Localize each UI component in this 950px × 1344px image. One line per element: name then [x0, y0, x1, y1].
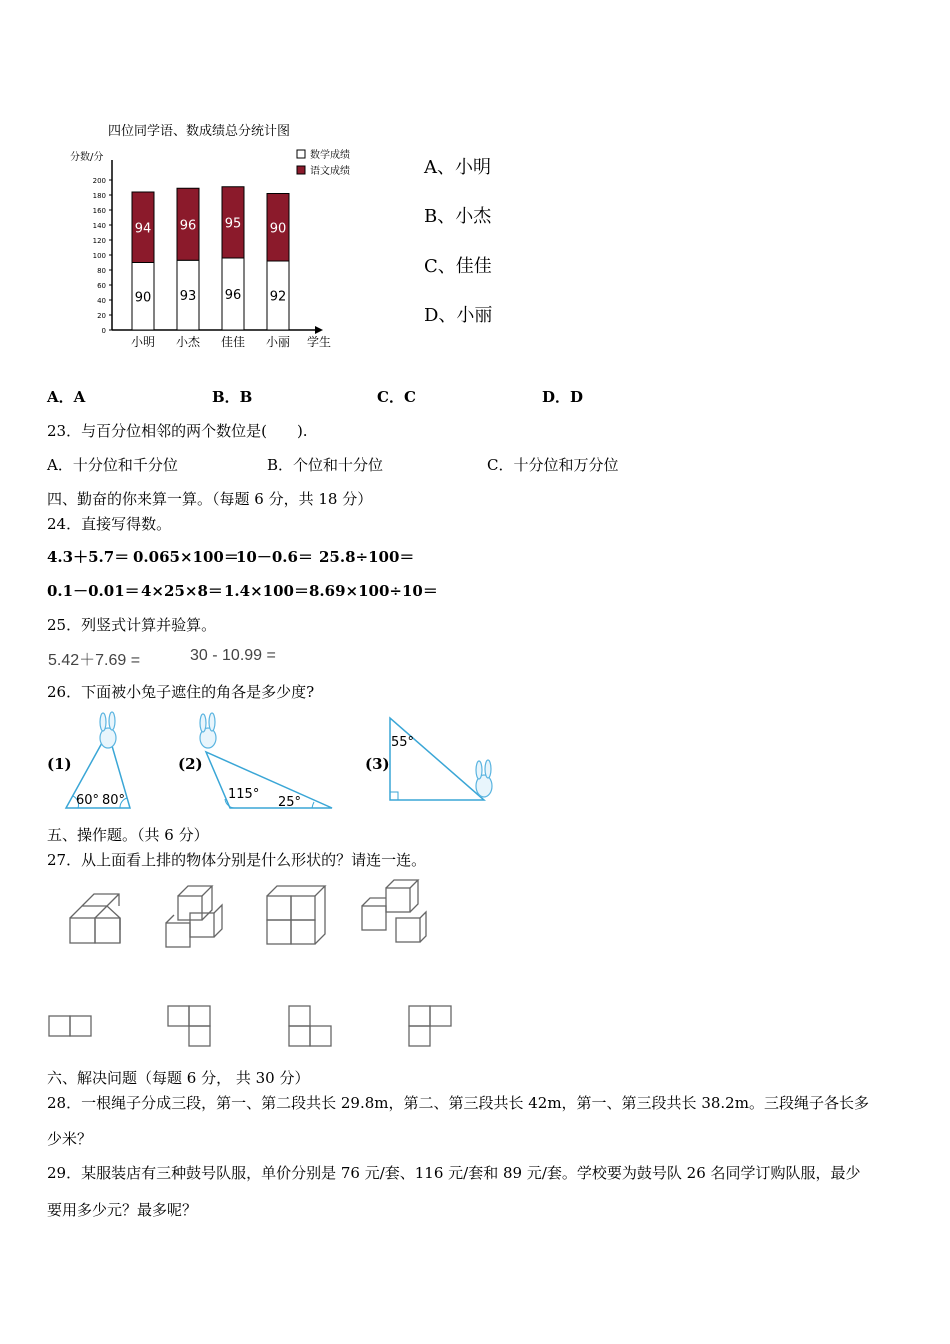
- q24-r1-2: 0.065×100＝: [133, 548, 239, 566]
- q22-choice-d: D．D: [542, 388, 584, 406]
- x-axis-label: 学生: [307, 335, 332, 349]
- q24-r1-1: 4.3＋5.7＝: [47, 548, 130, 566]
- cube-figure-2: [166, 886, 222, 947]
- chart-option-d: D、小丽: [424, 305, 493, 326]
- top-view-2: [168, 1006, 210, 1046]
- q29-line-2: 要用多少元？最多呢？: [47, 1201, 198, 1219]
- q25-stem: 25．列竖式计算并验算。: [47, 616, 217, 634]
- q28-line-1: 28．一根绳子分成三段，第一、第二段共长 29.8m，第二、第三段共长 42m，第一、第三段共长 38.2m。三段绳子各长多: [47, 1094, 869, 1112]
- cube-figure-4: [362, 880, 426, 942]
- y-tick-label: 160: [92, 207, 106, 215]
- q24-r2-2: 4×25×8＝: [141, 582, 223, 600]
- y-tick-label: 140: [92, 222, 106, 230]
- q23-choice-a: A．十分位和千分位: [47, 456, 178, 474]
- y-tick-label: 200: [92, 177, 106, 185]
- x-tick-label: 佳佳: [220, 335, 246, 349]
- q23-choice-b: B．个位和十分位: [267, 456, 384, 474]
- section-6-heading: 六、解决问题（每题 6 分， 共 30 分）: [47, 1069, 310, 1087]
- y-tick-label: 100: [92, 252, 106, 260]
- q24-r1-3: 10－0.6＝: [236, 548, 313, 566]
- score-chart: [60, 140, 360, 370]
- q26-label-3: (3): [365, 755, 390, 773]
- angle-80: 80°: [102, 793, 126, 808]
- q22-choice-b: B．B: [212, 388, 253, 406]
- y-tick-label: 180: [92, 192, 106, 200]
- bar-chinese-label: 95: [224, 216, 242, 232]
- y-tick-label: 60: [97, 282, 106, 290]
- angle-55: 55°: [391, 735, 415, 750]
- legend-math-swatch: [297, 150, 305, 158]
- y-axis-label: 分数/分: [70, 152, 104, 163]
- q22-choice-a: A．A: [47, 388, 86, 406]
- angle-25: 25°: [278, 795, 302, 810]
- x-tick-label: 小丽: [265, 335, 291, 349]
- legend-chinese-swatch: [297, 166, 305, 174]
- top-view-1: [49, 1016, 91, 1036]
- legend-chinese-label: 语文成绩: [310, 166, 350, 177]
- x-tick-label: 小明: [130, 335, 156, 349]
- y-tick-label: 120: [92, 237, 106, 245]
- chart-option-b: B、小杰: [424, 206, 492, 227]
- cube-figure-3: [267, 886, 325, 944]
- rabbit-icon: [476, 760, 492, 797]
- y-tick-label: 40: [97, 297, 106, 305]
- q29-line-1: 29．某服装店有三种鼓号队服，单价分别是 76 元/套、116 元/套和 89 元/套。学校要为鼓号队 26 名同学订购队服，最少: [47, 1164, 861, 1182]
- top-view-4: [409, 1006, 451, 1046]
- q25-expr-1: 5.42＋7.69 =: [48, 652, 141, 669]
- angle-60: 60°: [76, 793, 100, 808]
- bar-chinese-label: 96: [179, 218, 197, 234]
- q27-stem: 27．从上面看上排的物体分别是什么形状的？请连一连。: [47, 851, 427, 869]
- x-axis-arrow: [315, 326, 323, 334]
- q25-expr-2: 30 - 10.99 =: [190, 647, 276, 664]
- q26-label-1: (1): [47, 755, 72, 773]
- q24-r1-4: 25.8÷100＝: [319, 548, 415, 566]
- triangle-3: [390, 718, 484, 800]
- q27-top-views: [45, 1000, 465, 1060]
- q26-stem: 26．下面被小兔子遮住的角各是多少度?: [47, 683, 315, 701]
- q27-cube-figures: [62, 878, 492, 968]
- q24-r2-3: 1.4×100＝: [224, 582, 309, 600]
- q26-label-2: (2): [178, 755, 203, 773]
- bar-math-label: 96: [224, 288, 242, 303]
- y-tick-label: 20: [97, 312, 106, 320]
- chart-option-c: C、佳佳: [424, 256, 492, 277]
- rabbit-icon: [200, 713, 216, 748]
- bar-chinese-label: 94: [134, 221, 152, 237]
- chart-title: 四位同学语、数成绩总分统计图: [108, 124, 291, 139]
- chart-option-a: A、小明: [424, 157, 491, 178]
- q24-r2-4: 8.69×100÷10＝: [309, 582, 438, 600]
- top-view-3: [289, 1006, 331, 1046]
- legend-math-label: 数学成绩: [310, 150, 350, 161]
- section-5-heading: 五、操作题。（共 6 分）: [47, 826, 209, 844]
- q23-choice-c: C．十分位和万分位: [487, 456, 619, 474]
- x-tick-label: 小杰: [175, 335, 201, 349]
- q24-r2-1: 0.1－0.01＝: [47, 582, 140, 600]
- bar-math-label: 90: [134, 290, 152, 306]
- angle-115: 115°: [228, 787, 260, 802]
- q28-line-2: 少米？: [47, 1130, 93, 1148]
- y-tick-label: 80: [97, 267, 106, 275]
- q26-triangles: [60, 708, 580, 818]
- q22-choice-c: C．C: [377, 388, 416, 406]
- bar-math-label: 92: [269, 289, 287, 305]
- q24-stem: 24．直接写得数。: [47, 515, 172, 533]
- y-tick-label: 0: [101, 327, 106, 335]
- q23-stem: 23．与百分位相邻的两个数位是( ).: [47, 422, 308, 440]
- cube-figure-1: [70, 894, 120, 943]
- rabbit-icon: [100, 712, 116, 748]
- section-4-heading: 四、勤奋的你来算一算。（每题 6 分，共 18 分）: [47, 490, 373, 508]
- bar-math-label: 93: [179, 289, 197, 305]
- bar-chinese-label: 90: [269, 221, 287, 237]
